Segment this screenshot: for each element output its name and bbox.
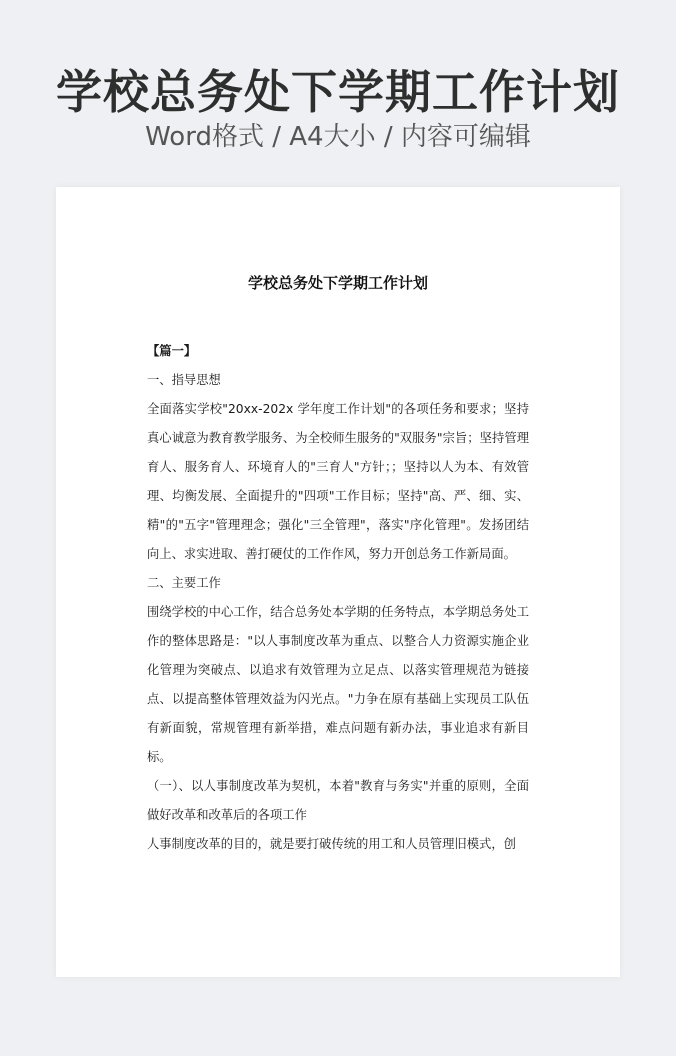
heading-guiding-thought: 一、指导思想 (147, 373, 221, 387)
paragraph-main-work: 围绕学校的中心工作，结合总务处本学期的任务特点，本学期总务处工作的整体思路是："以人事制度改革为重点、以整合人力资源实施企业化管理为突破点、以追求有效管理为立足点、以落实管理规范为链接点、以提高整体管理效益为闪光点。"力争在原有基础上实现员工队伍有新面貌，常规管理有新举措，难点问题有新办法，事业追求有新目标。 (147, 605, 529, 764)
section-label: 【篇一】 (147, 344, 197, 358)
document-body (147, 337, 529, 859)
paragraph-guiding-thought: 全面落实学校"20xx-202x 学年度工作计划"的各项任务和要求；坚持真心诚意为教育教学服务、为全校师生服务的"双服务"宗旨；坚持管理育人、服务育人、环境育人的"三育人"方针；；坚持以人为本、有效管理、均衡发展、全面提升的"四项"工作目标；坚持"高、严、细、实、精"的"五字"管理理念；强化"三全管理"，落实"序化管理"。发扬团结向上、求实进取、善打硬仗的工作作风，努力开创总务工作新局面。 (147, 402, 529, 561)
document-title: 学校总务处下学期工作计划 (247, 274, 428, 292)
subheading-hr-reform: （一）、以人事制度改革为契机，本着"教育与务实"并重的原则，全面做好改革和改革后的各项工作 (147, 779, 529, 822)
heading-main-work: 二、主要工作 (147, 576, 221, 590)
paragraph-hr-reform: 人事制度改革的目的，就是要打破传统的用工和人员管理旧模式，创 (147, 837, 516, 851)
banner-subtitle: Word格式 / A4大小 / 内容可编辑 (145, 122, 531, 152)
document-page (56, 187, 620, 977)
banner-title: 学校总务处下学期工作计划 (56, 65, 620, 119)
